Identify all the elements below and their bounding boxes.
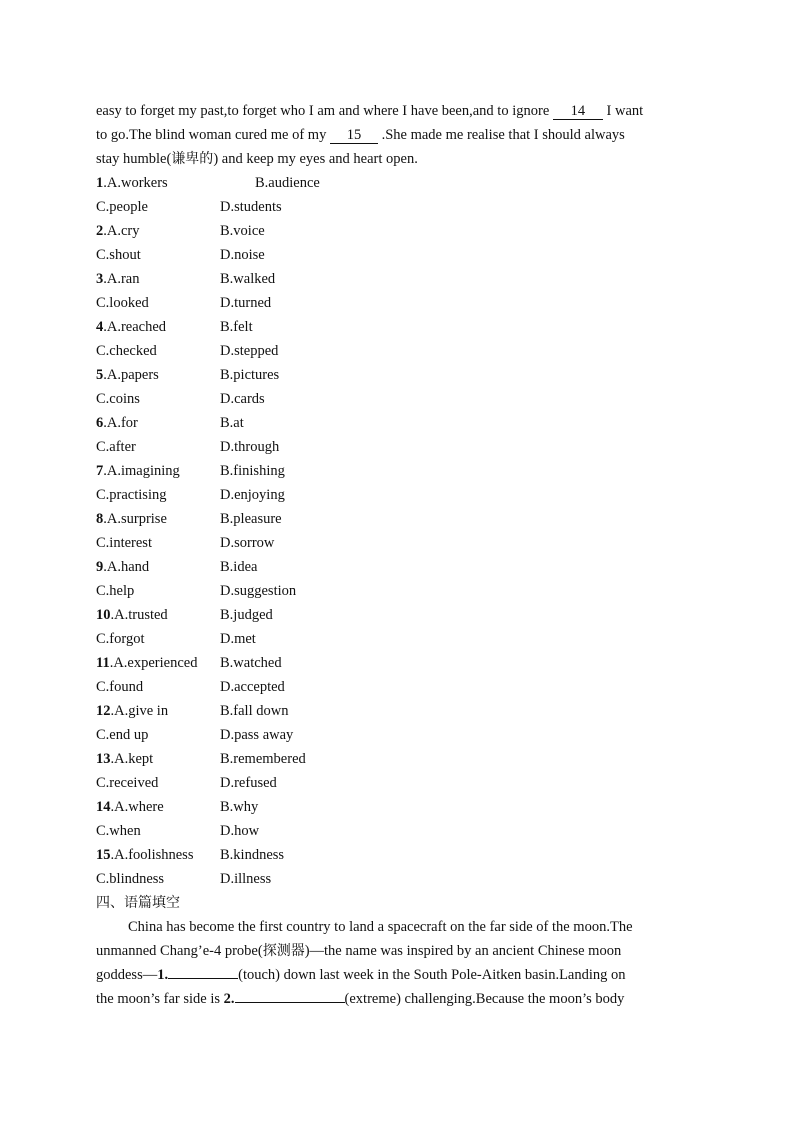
option-b[interactable]: B.walked	[220, 271, 276, 287]
option-d[interactable]: D.stepped	[220, 343, 279, 359]
option-a[interactable]: .A.cry	[103, 223, 140, 239]
options-list	[96, 171, 696, 891]
option-d[interactable]: D.illness	[220, 871, 272, 887]
option-b[interactable]: B.at	[220, 415, 244, 431]
option-c[interactable]: C.help	[96, 583, 135, 599]
option-c[interactable]: C.shout	[96, 247, 141, 263]
question-row	[96, 771, 696, 795]
option-a[interactable]: .A.for	[103, 415, 138, 431]
option-d[interactable]: D.cards	[220, 391, 265, 407]
option-a[interactable]: .A.kept	[110, 751, 154, 767]
document-page	[96, 99, 696, 1011]
option-c[interactable]: C.found	[96, 679, 144, 695]
option-a[interactable]: .A.foolishness	[110, 847, 194, 863]
option-a[interactable]: .A.surprise	[103, 511, 167, 527]
option-c[interactable]: C.received	[96, 775, 159, 791]
question-row	[96, 579, 696, 603]
question-row	[96, 699, 696, 723]
question-number: 9	[96, 559, 104, 575]
option-c[interactable]: C.when	[96, 823, 141, 839]
option-b[interactable]: B.finishing	[220, 463, 285, 479]
option-b[interactable]: B.audience	[255, 175, 320, 191]
section4-line-2	[96, 939, 696, 963]
question-number: 7	[96, 463, 104, 479]
chinese-gloss: 谦卑的	[171, 151, 214, 167]
section4-line-3	[96, 963, 696, 987]
question-row	[96, 723, 696, 747]
option-d[interactable]: D.students	[220, 199, 282, 215]
question-number: 8	[96, 511, 104, 527]
question-number: 6	[96, 415, 104, 431]
option-d[interactable]: D.pass away	[220, 727, 294, 743]
option-d[interactable]: D.turned	[220, 295, 272, 311]
option-a[interactable]: .A.ran	[103, 271, 140, 287]
question-number: 12	[96, 703, 111, 719]
option-d[interactable]: D.how	[220, 823, 260, 839]
question-number: 5	[96, 367, 104, 383]
question-row	[96, 507, 696, 531]
option-c[interactable]: C.interest	[96, 535, 152, 551]
question-row	[96, 555, 696, 579]
option-c[interactable]: C.practising	[96, 487, 167, 503]
option-b[interactable]: B.voice	[220, 223, 265, 239]
question-row	[96, 483, 696, 507]
blank-number: 1.	[157, 967, 169, 983]
blank-2[interactable]	[235, 1002, 345, 1003]
option-c[interactable]: C.checked	[96, 343, 157, 359]
option-a[interactable]: .A.give in	[110, 703, 169, 719]
question-row	[96, 795, 696, 819]
option-c[interactable]: C.blindness	[96, 871, 165, 887]
option-c[interactable]: C.looked	[96, 295, 149, 311]
question-number: 1	[96, 175, 104, 191]
option-a[interactable]: .A.reached	[103, 319, 167, 335]
question-row	[96, 291, 696, 315]
option-a[interactable]: .A.workers	[103, 175, 168, 191]
option-d[interactable]: D.met	[220, 631, 256, 647]
question-number: 14	[96, 799, 111, 815]
passage-line-1	[96, 99, 696, 123]
blank-number: 2.	[223, 991, 235, 1007]
section4-line-4	[96, 987, 696, 1011]
question-number: 4	[96, 319, 104, 335]
option-d[interactable]: D.enjoying	[220, 487, 285, 503]
section4-line-1: China has become the first country to land a spacecraft on the far side of the moon.The	[128, 919, 633, 935]
option-c[interactable]: C.end up	[96, 727, 149, 743]
question-row	[96, 363, 696, 387]
option-a[interactable]: .A.papers	[103, 367, 159, 383]
question-row	[96, 243, 696, 267]
chinese-gloss: 探测器	[262, 943, 305, 959]
option-b[interactable]: B.watched	[220, 655, 282, 671]
question-row	[96, 435, 696, 459]
blank-14[interactable]: 14	[553, 103, 603, 120]
passage-text: I want	[606, 103, 644, 119]
passage-text: stay humble(	[96, 151, 172, 167]
question-number: 3	[96, 271, 104, 287]
option-a[interactable]: .A.experienced	[109, 655, 198, 671]
question-row	[96, 651, 696, 675]
question-number: 10	[96, 607, 111, 623]
question-row	[96, 315, 696, 339]
question-row	[96, 267, 696, 291]
option-c[interactable]: C.people	[96, 199, 148, 215]
question-row	[96, 339, 696, 363]
option-a[interactable]: .A.hand	[103, 559, 150, 575]
option-b[interactable]: B.idea	[220, 559, 258, 575]
passage-text: goddess—	[96, 967, 158, 983]
question-row	[96, 843, 696, 867]
option-d[interactable]: D.accepted	[220, 679, 285, 695]
option-b[interactable]: B.judged	[220, 607, 273, 623]
question-row	[96, 171, 696, 195]
question-number: 13	[96, 751, 111, 767]
option-b[interactable]: B.pleasure	[220, 511, 282, 527]
question-row	[96, 387, 696, 411]
option-d[interactable]: D.refused	[220, 775, 277, 791]
passage-text: the moon’s far side is	[96, 991, 221, 1007]
passage-text: easy to forget my past,to forget who I am and where I have been,and to ignore	[96, 103, 550, 119]
passage-text: )—the name was inspired by an ancient Chinese moon	[304, 943, 622, 959]
option-a[interactable]: .A.trusted	[110, 607, 168, 623]
passage-text: (touch) down last week in the South Pole-Aitken basin.Landing on	[238, 967, 626, 983]
blank-1[interactable]	[168, 978, 238, 979]
option-c[interactable]: C.forgot	[96, 631, 145, 647]
question-row	[96, 603, 696, 627]
option-b[interactable]: B.felt	[220, 319, 253, 335]
question-row	[96, 819, 696, 843]
question-row	[96, 747, 696, 771]
question-row	[96, 195, 696, 219]
passage-text: unmanned Chang’e-4 probe(	[96, 943, 263, 959]
passage-line-2	[96, 123, 696, 147]
option-a[interactable]: .A.imagining	[103, 463, 180, 479]
option-c[interactable]: C.coins	[96, 391, 140, 407]
question-row	[96, 411, 696, 435]
passage-text: .She made me realise that I should always	[381, 127, 625, 143]
blank-15[interactable]: 15	[330, 127, 378, 144]
option-b[interactable]: B.pictures	[220, 367, 280, 383]
question-row	[96, 867, 696, 891]
option-b[interactable]: B.why	[220, 799, 259, 815]
passage-text: ) and keep my eyes and heart open.	[213, 151, 418, 167]
question-row	[96, 627, 696, 651]
question-number: 11	[96, 655, 110, 671]
question-number: 15	[96, 847, 111, 863]
passage-line-3	[96, 147, 696, 171]
option-d[interactable]: D.noise	[220, 247, 265, 263]
question-row	[96, 531, 696, 555]
option-a[interactable]: .A.where	[110, 799, 164, 815]
option-b[interactable]: B.fall down	[220, 703, 289, 719]
passage-text: to go.The blind woman cured me of my	[96, 127, 327, 143]
option-c[interactable]: C.after	[96, 439, 136, 455]
section-heading: 四、语篇填空	[96, 895, 180, 911]
question-row	[96, 459, 696, 483]
option-d[interactable]: D.sorrow	[220, 535, 275, 551]
option-d[interactable]: D.through	[220, 439, 280, 455]
question-row	[96, 219, 696, 243]
question-row	[96, 675, 696, 699]
question-number: 2	[96, 223, 104, 239]
option-b[interactable]: B.remembered	[220, 751, 306, 767]
passage-text: (extreme) challenging.Because the moon’s body	[344, 991, 625, 1007]
option-b[interactable]: B.kindness	[220, 847, 285, 863]
option-d[interactable]: D.suggestion	[220, 583, 297, 599]
